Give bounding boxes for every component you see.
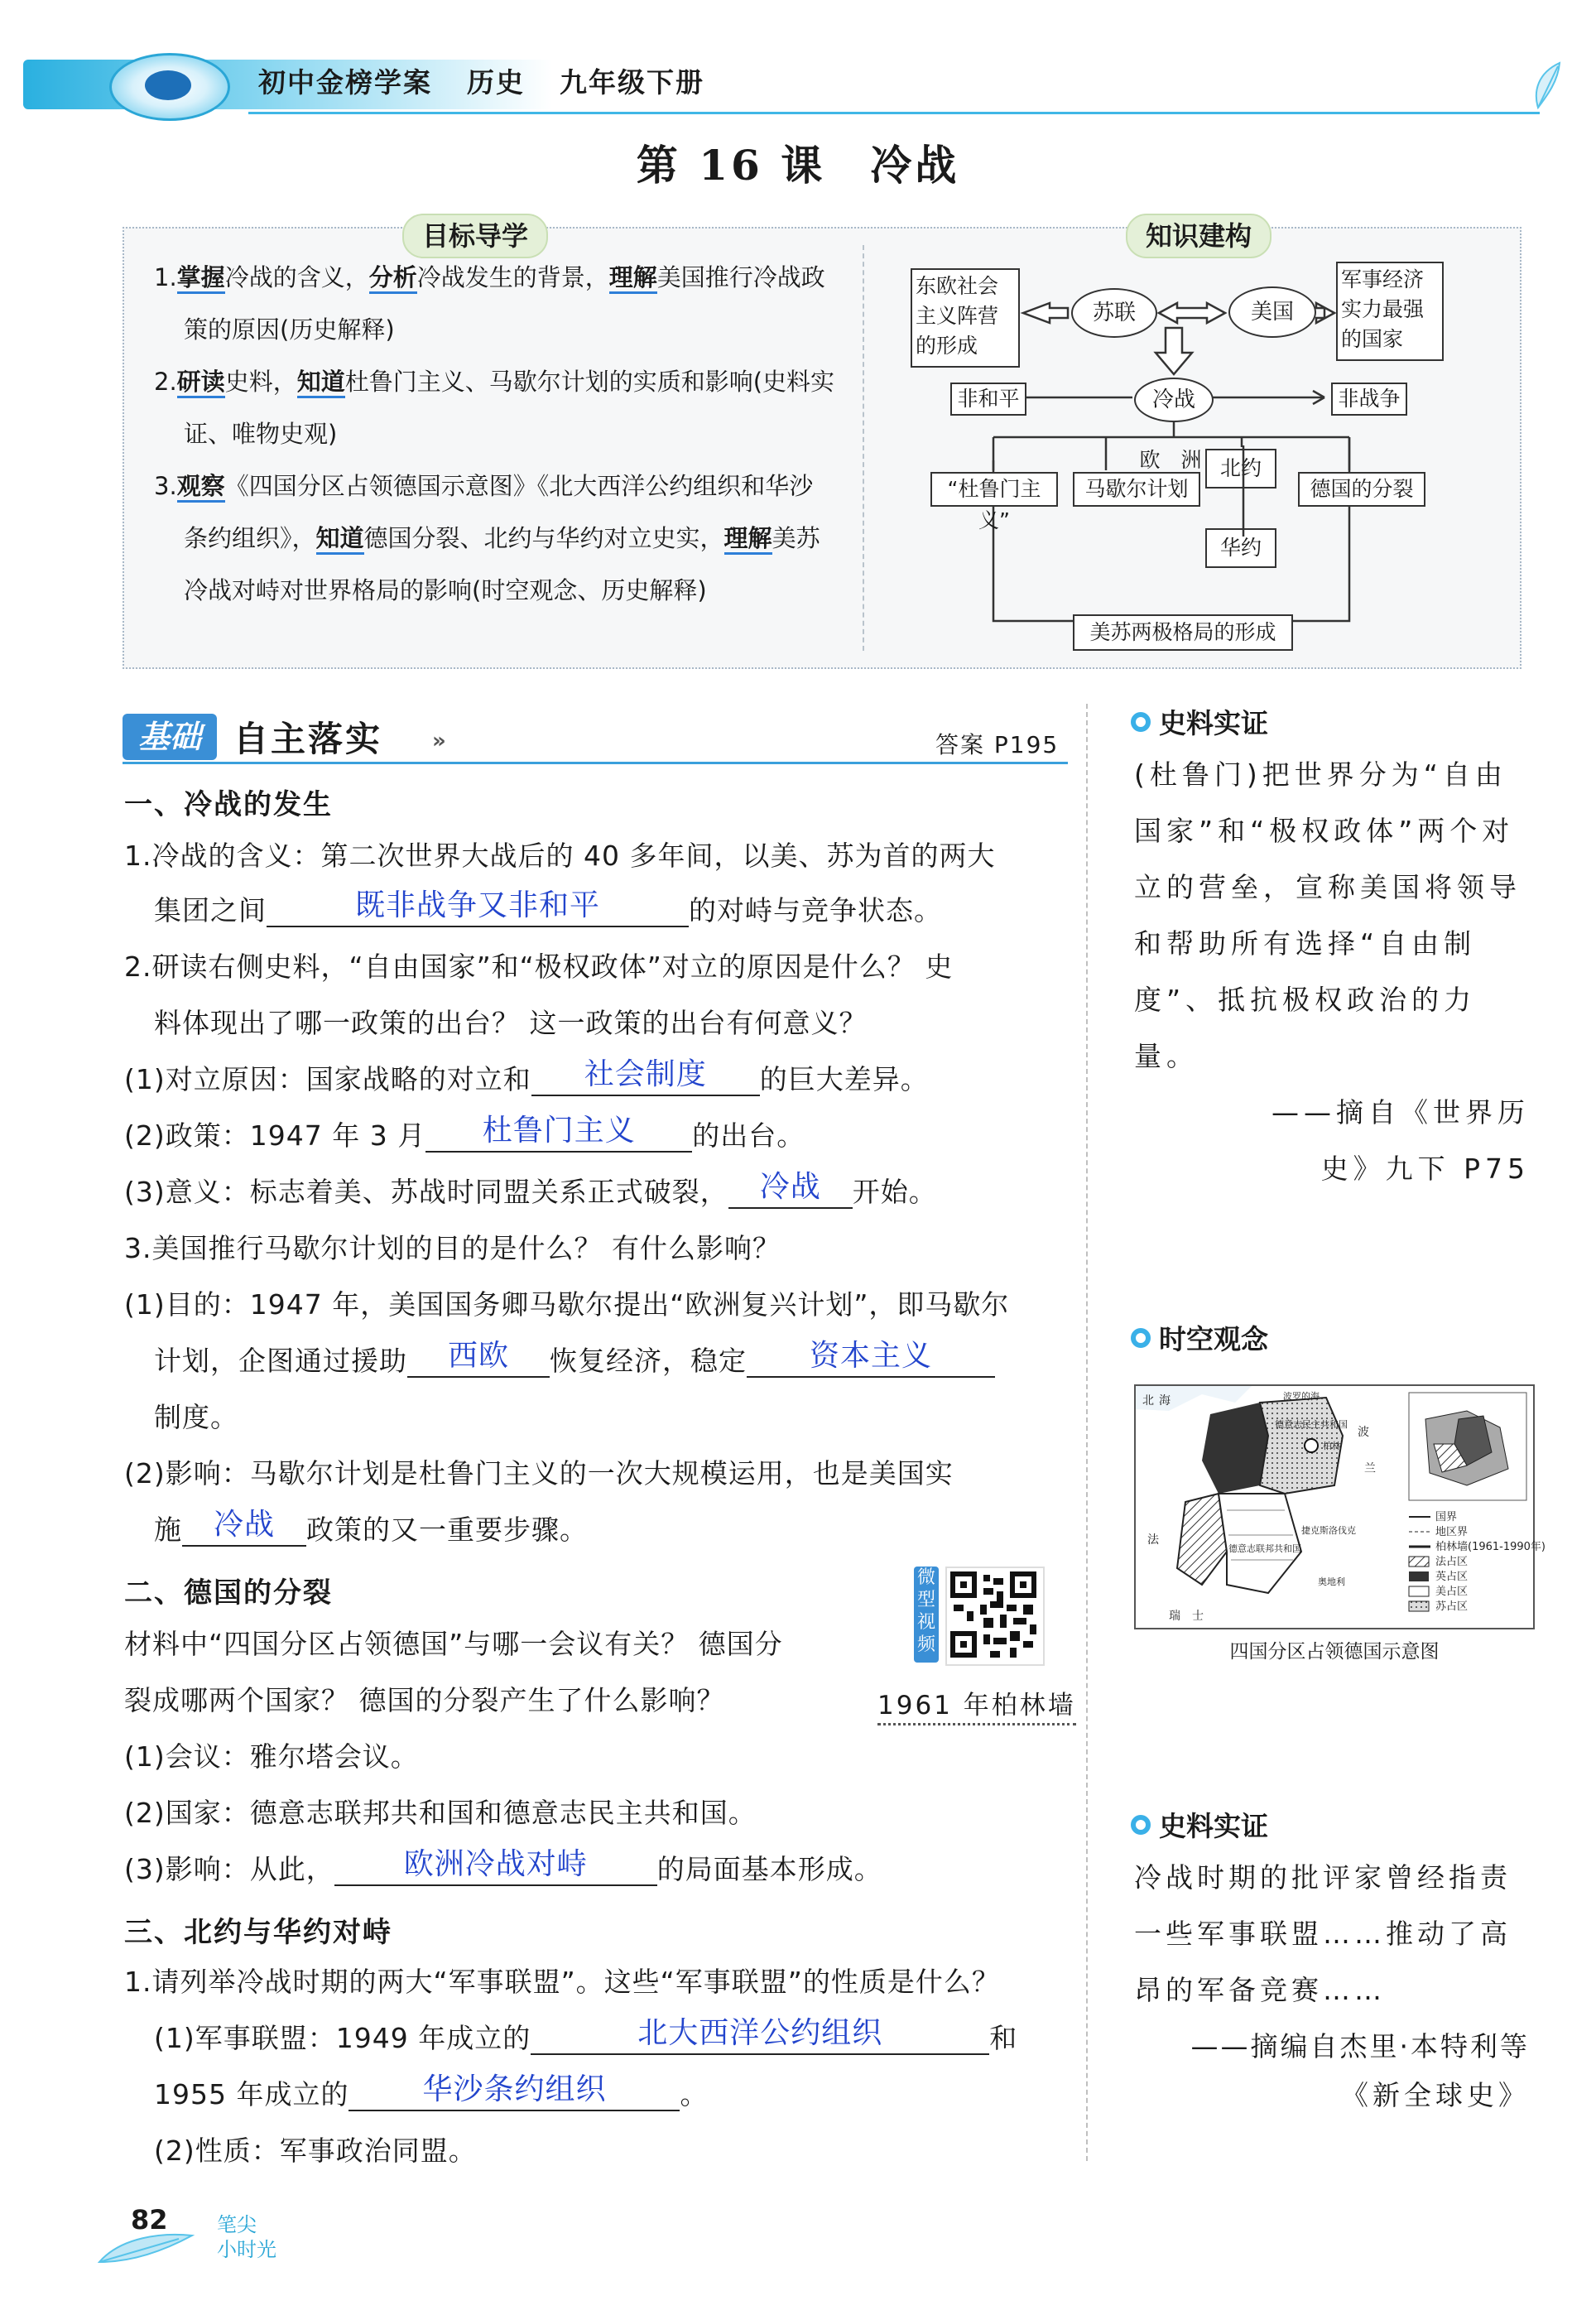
video-caption: 1961 年柏林墙 [877, 1684, 1076, 1725]
bullet-icon [1131, 1815, 1151, 1835]
q1-line2 [154, 888, 942, 932]
map-label-austria: 奥地利 [1318, 1576, 1345, 1587]
mindmap-right: 非战争 [1331, 383, 1407, 416]
q2-2 [124, 1114, 805, 1158]
q3-2-line1: (2)影响：马歇尔计划是杜鲁门主义的一次大规模运用，也是美国实 [124, 1457, 954, 1490]
mindmap [911, 262, 1515, 659]
part3-a1-answer-1: 北大西洋公约组织 [531, 2017, 989, 2055]
part2-q-line2: 裂成哪两个国家？ 德国的分裂产生了什么影响？ [124, 1684, 725, 1716]
q3-1-line3: 制度。 [154, 1401, 238, 1433]
q2-3-text-a: (3)意义：标志着美、苏战时同盟关系正式破裂， [124, 1176, 728, 1208]
map-drawing [1136, 1386, 1546, 1628]
brand-logo-icon [109, 53, 230, 121]
map-label-lan: 兰 [1364, 1462, 1376, 1475]
feather-icon [96, 2229, 195, 2269]
side-box1-line: 度”、抵抗极权政治的力量。 [1134, 984, 1477, 1072]
part2-a3-answer: 欧洲冷战对峙 [334, 1848, 657, 1886]
qr-code-icon[interactable] [945, 1567, 1045, 1666]
goal-item [154, 252, 836, 356]
map-legend-soviet: 苏占区 [1435, 1600, 1469, 1613]
goal-keyword: 知道 [316, 524, 364, 555]
map-label-czech: 捷克斯洛伐克 [1301, 1525, 1356, 1536]
part3-a1-text-c: 1955 年成立的 [154, 2078, 349, 2110]
goal-text: 杜鲁门主义、马歇尔计划的实质和影响(史料实证、唯物史观) [184, 368, 835, 448]
q3-1-line1: (1)目的：1947 年，美国国务卿马歇尔提出“欧洲复兴计划”，即马歇尔 [124, 1288, 1010, 1321]
map-label-frg: 德意志联邦共和国 [1228, 1543, 1301, 1554]
goal-text: 2. [154, 368, 177, 396]
goals-heading: 目标导学 [402, 214, 548, 258]
goals-list [154, 252, 836, 617]
side-box3-text [1134, 1850, 1530, 2116]
goal-text: 冷战发生的背景， [416, 263, 609, 291]
mindmap-europe: 欧 洲 [1113, 444, 1228, 474]
bullet-icon [1131, 712, 1151, 732]
goal-keyword: 研读 [177, 368, 225, 398]
q2-line2: 料体现出了哪一政策的出台？ 这一政策的出台有何意义？ [154, 1007, 868, 1039]
side-box3-line: 《新全球史》 [1341, 2079, 1530, 2111]
footer-slogan-line: 笔尖 [217, 2213, 257, 2236]
lesson-title: 第 16 课 冷战 [636, 141, 960, 190]
header-rule [248, 112, 1540, 114]
part3-heading: 三、北约与华约对峙 [124, 1916, 392, 1949]
side-box1-line: 立的营垒，宣称美国将领导 [1134, 871, 1521, 903]
mindmap-truman: “杜鲁门主义” [930, 472, 1058, 507]
side-box1-heading [1131, 702, 1268, 741]
mindmap-left: 非和平 [950, 383, 1026, 416]
q3-1-line2 [154, 1339, 995, 1383]
side-box3-title: 史料实证 [1159, 1810, 1268, 1842]
mindmap-east-bloc: 东欧社会主义阵营的形成 [911, 268, 1020, 368]
part3-a1-text-b: 和 [989, 2022, 1018, 2054]
mindmap-link-nato-warsaw [1235, 445, 1252, 537]
q1-text-a: 集团之间 [154, 894, 267, 926]
q3-1-text-b: 计划，企图通过援助 [154, 1345, 407, 1377]
map-legend-region: 地区界 [1435, 1526, 1469, 1538]
goal-item [154, 356, 836, 460]
map-legend-berlin-wall: 柏林墙(1961-1990年) [1435, 1541, 1546, 1553]
germany-occupation-map [1134, 1384, 1546, 1629]
header-title [258, 61, 739, 100]
q1-text-b: 的对峙与竞争状态。 [689, 894, 942, 926]
section-badge: 基础 [123, 714, 217, 760]
q2-1-text-b: 的巨大差异。 [759, 1063, 929, 1095]
goal-text: 《四国分区占领德国示意图》《北大西洋公约组织和华沙条约组织》， [184, 472, 814, 552]
column-divider [1086, 704, 1088, 2161]
footer-slogan [217, 2212, 276, 2262]
q2-line1: 2.研读右侧史料，“自由国家”和“极权政体”对立的原因是什么？ 史 [124, 951, 954, 983]
map-label-sea: 海 [1159, 1394, 1171, 1408]
goal-text: 1. [154, 263, 177, 291]
q2-1-answer: 社会制度 [531, 1058, 760, 1096]
q2-2-text-b: 的出台。 [692, 1119, 805, 1152]
q3-1-answer-1: 西欧 [407, 1340, 550, 1378]
side-box1-text [1134, 747, 1530, 1197]
part3-q1: 1.请列举冷战时期的两大“军事联盟”。这些“军事联盟”的性质是什么？ [124, 1966, 1000, 1998]
mindmap-usa: 美国 [1228, 286, 1316, 338]
part3-a1-text-d: 。 [680, 2078, 709, 2110]
header-grade: 九年级下册 [560, 66, 704, 99]
map-label-france: 法 [1147, 1533, 1159, 1547]
map-label-gdr: 德意志民主共和国 [1275, 1419, 1348, 1430]
goal-text: 史料， [224, 368, 297, 396]
goal-text: 德国分裂、北约与华约对立史实， [363, 524, 724, 552]
goal-item [154, 460, 836, 617]
side-box1-line: ——摘自《世界历 [1272, 1096, 1530, 1129]
part2-a3-text-b: 的局面基本形成。 [656, 1853, 882, 1885]
side-box2-heading [1131, 1318, 1268, 1357]
part3-a1-answer-2: 华沙条约组织 [349, 2073, 680, 2111]
q1-line1: 1.冷战的含义：第二次世界大战后的 40 多年间，以美、苏为首的两大 [124, 840, 996, 872]
side-box3-line: 一些军事联盟……推动了高 [1134, 1918, 1512, 1950]
map-label-baltic: 波罗的海 [1283, 1391, 1320, 1402]
q2-1-text-a: (1)对立原因：国家战略的对立和 [124, 1063, 531, 1095]
panel-divider [863, 245, 864, 651]
part3-a1-line1 [154, 2016, 1018, 2060]
side-box3-line: 冷战时期的批评家曾经指责 [1134, 1861, 1512, 1894]
mindmap-ussr: 苏联 [1071, 288, 1157, 338]
q3-2-text-b: 施 [154, 1514, 182, 1546]
map-label-berlin: 柏林 [1323, 1441, 1341, 1451]
side-box1-line: 国家”和“极权政体”两个对 [1134, 815, 1515, 847]
side-box3-line: 昂的军备竞赛…… [1134, 1974, 1386, 2006]
map-legend-american: 美占区 [1435, 1586, 1469, 1598]
q3-line: 3.美国推行马歇尔计划的目的是什么？ 有什么影响？ [124, 1232, 781, 1264]
section-rule [123, 762, 1068, 764]
chevrons-icon: » [432, 729, 446, 753]
q3-1-text-c: 恢复经济，稳定 [550, 1345, 747, 1377]
part2-a3-text-a: (3)影响：从此， [124, 1853, 334, 1885]
side-box1-line: 史》九下 P75 [1320, 1153, 1530, 1185]
goal-keyword: 理解 [609, 263, 657, 294]
qr-code-pattern [947, 1568, 1040, 1661]
q2-3 [124, 1170, 937, 1214]
map-label-po: 波 [1358, 1426, 1369, 1439]
mindmap-nato: 北约 [1205, 449, 1276, 489]
q3-2-text-c: 政策的又一重要步骤。 [306, 1514, 588, 1546]
map-label-switzerland: 瑞 士 [1169, 1610, 1204, 1623]
mindmap-heading: 知识建构 [1126, 214, 1272, 258]
q2-1 [124, 1057, 929, 1101]
mindmap-warsaw: 华约 [1205, 528, 1276, 568]
side-box3-line: ——摘编自杰里·本特利等 [1190, 2030, 1530, 2062]
q1-answer: 既非战争又非和平 [267, 889, 689, 927]
q2-3-answer: 冷战 [728, 1171, 853, 1209]
part3-a1-line2 [154, 2072, 709, 2116]
footer-slogan-line: 小时光 [217, 2238, 276, 2261]
q3-1-answer-2: 资本主义 [747, 1340, 995, 1378]
page-number: 82 [131, 2204, 168, 2236]
part1-heading: 一、冷战的发生 [124, 788, 333, 821]
goal-text: 3. [154, 472, 177, 500]
part2-heading: 二、德国的分裂 [124, 1576, 333, 1610]
goal-text: 冷战的含义， [224, 263, 369, 291]
map-legend-border: 国界 [1435, 1511, 1458, 1523]
part2-q-line1: 材料中“四国分区占领德国”与哪一会议有关？ 德国分 [124, 1628, 783, 1660]
goal-text: 美苏冷战对峙对世界格局的影响(时空观念、历史解释) [184, 524, 820, 604]
mindmap-germany: 德国的分裂 [1298, 472, 1425, 507]
map-caption: 四国分区占领德国示意图 [1229, 1641, 1440, 1663]
header-band [23, 60, 1579, 109]
part2-a3 [124, 1847, 882, 1891]
header-subject: 历史 [467, 66, 525, 99]
answer-reference: 答案 P195 [935, 731, 1060, 758]
mindmap-marshall: 马歇尔计划 [1073, 472, 1200, 507]
side-box3-heading [1131, 1805, 1268, 1844]
q3-2-line2 [154, 1508, 588, 1552]
side-box1-title: 史料实证 [1159, 707, 1268, 739]
goal-keyword: 观察 [177, 472, 225, 503]
q3-2-answer: 冷战 [182, 1509, 306, 1547]
q2-3-text-b: 开始。 [852, 1176, 937, 1208]
part3-a1-text-a: (1)军事联盟：1949 年成立的 [154, 2022, 531, 2054]
side-box1-line: (杜鲁门)把世界分为“自由 [1134, 758, 1507, 791]
mindmap-usa-note: 军事经济实力最强的国家 [1336, 262, 1444, 361]
leaf-icon [1530, 61, 1563, 111]
bullet-icon [1131, 1328, 1151, 1348]
video-tag: 微型视频 [914, 1567, 939, 1663]
goal-keyword: 掌握 [177, 263, 225, 294]
q2-2-answer: 杜鲁门主义 [425, 1114, 692, 1153]
part2-a1: (1)会议：雅尔塔会议。 [124, 1740, 419, 1773]
header-book: 初中金榜学案 [258, 66, 432, 99]
mindmap-bottom: 美苏两极格局的形成 [1073, 614, 1293, 651]
side-box1-line: 和帮助所有选择“自由制 [1134, 927, 1477, 960]
goal-keyword: 理解 [724, 524, 772, 555]
map-label-north: 北 [1142, 1394, 1154, 1408]
part2-a2: (2)国家：德意志联邦共和国和德意志民主共和国。 [124, 1797, 757, 1829]
mindmap-center: 冷战 [1134, 378, 1214, 422]
map-legend-british: 英占区 [1435, 1571, 1469, 1583]
goal-keyword: 分析 [369, 263, 417, 294]
part3-a2: (2)性质：军事政治同盟。 [154, 2135, 477, 2167]
q2-2-text-a: (2)政策：1947 年 3 月 [124, 1119, 426, 1152]
section-title: 自主落实 [233, 719, 383, 759]
side-box2-title: 时空观念 [1159, 1323, 1268, 1355]
goal-keyword: 知道 [297, 368, 345, 398]
goal-text: 美国推行冷战政策的原因(历史解释) [184, 263, 825, 344]
map-legend-french: 法占区 [1435, 1556, 1469, 1568]
